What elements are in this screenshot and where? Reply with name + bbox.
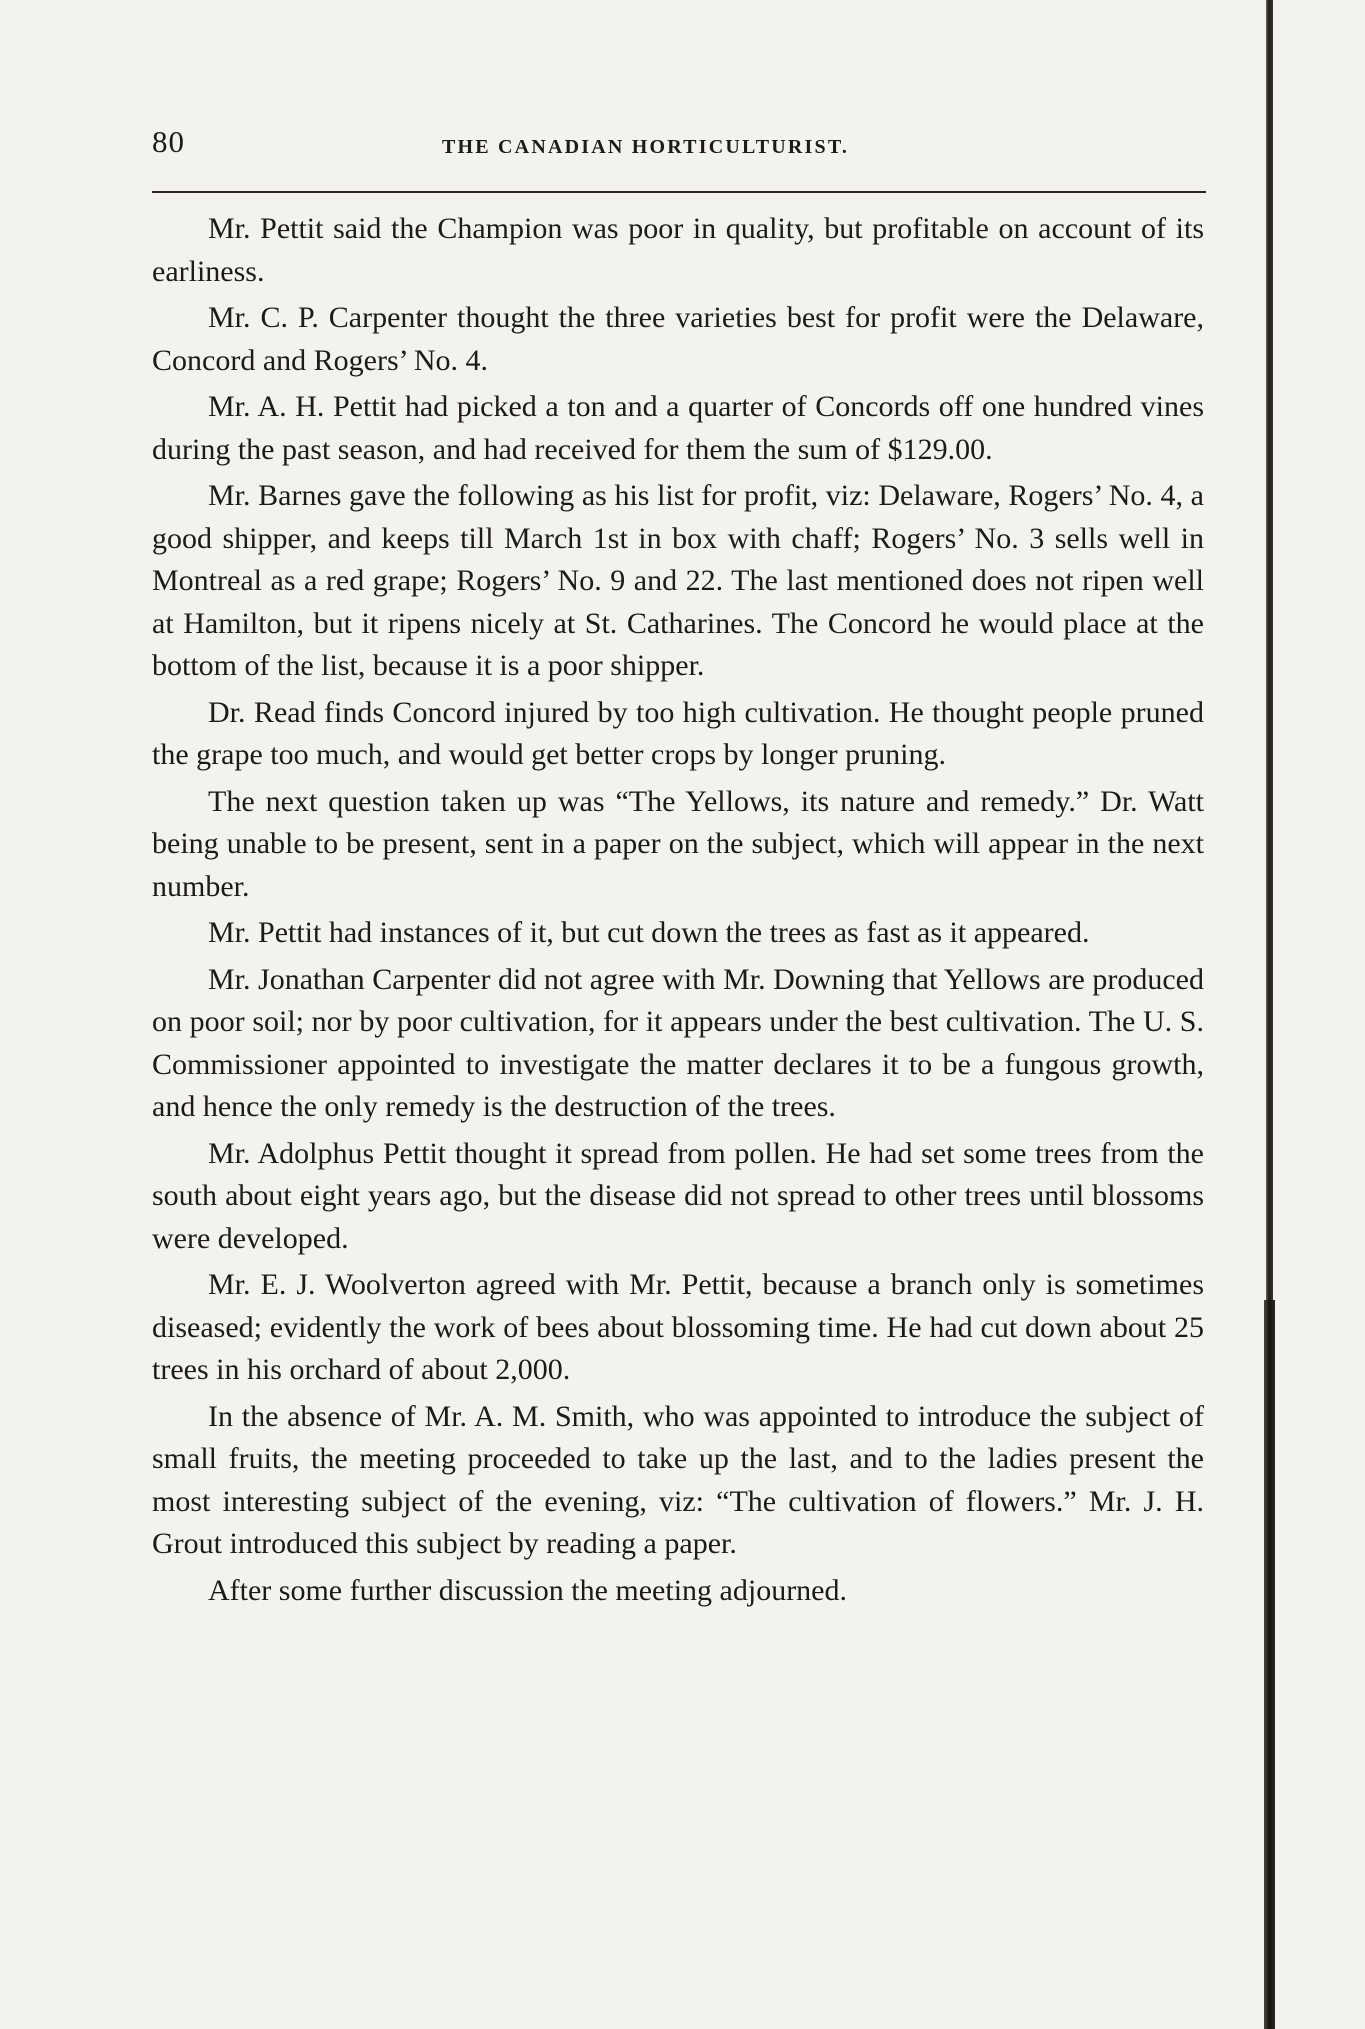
paragraph: After some further discussion the meeting adjourned. bbox=[208, 1573, 847, 1607]
header-rule bbox=[152, 191, 1206, 193]
article-body bbox=[152, 208, 1204, 1616]
paragraph: Mr. Jonathan Carpenter did not agree with Mr. Downing that Yellows are produced on poor soil; nor by poor cultivation, for it appears under the best cultivation. The U. S. Commissioner appointed to investigate the matter declares it to be a fungous growth, and hence the only remedy is the destruction of the trees. bbox=[152, 962, 1204, 1123]
paragraph: Mr. Adolphus Pettit thought it spread from pollen. He had set some trees from the south about eight years ago, but the disease did not spread to other trees until blossoms were developed. bbox=[152, 1136, 1204, 1255]
running-head: THE CANADIAN HORTICULTURIST. bbox=[442, 136, 850, 158]
paragraph: In the absence of Mr. A. M. Smith, who was appointed to introduce the subject of small fruits, the meeting proceeded to take up the last, and to the ladies present the most interesting subject of the evening, viz: “The cultivation of flowers.” Mr. J. H. Grout introduced this subject by reading a paper. bbox=[152, 1399, 1204, 1560]
paragraph: Mr. Pettit had instances of it, but cut down the trees as fast as it appeared. bbox=[208, 916, 1090, 949]
page-binding-shadow bbox=[1264, 1300, 1275, 2029]
page-number: 80 bbox=[152, 124, 185, 159]
page-header bbox=[152, 124, 1204, 164]
paragraph: Mr. C. P. Carpenter thought the three varieties best for profit were the Delaware, Concord and Rogers’ No. 4. bbox=[152, 301, 1204, 377]
paragraph: Mr. Barnes gave the following as his list for profit, viz: Delaware, Rogers’ No. 4, a good shipper, and keeps till March 1st in box with chaff; Rogers’ No. 3 sells well in Montreal as a red grape; Rogers’ No. 9 and 22. The last mentioned does not ripen well at Hamilton, but it ripens nicely at St. Catharines. The Concord he would place at the bottom of the list, because it is a poor shipper. bbox=[152, 479, 1204, 682]
paragraph: The next question taken up was “The Yellows, its nature and remedy.” Dr. Watt being unable to be present, sent in a paper on the subject, which will appear in the next number. bbox=[152, 784, 1204, 903]
paragraph: Mr. A. H. Pettit had picked a ton and a quarter of Concords off one hundred vines during the past season, and had received for them the sum of $129.00. bbox=[152, 390, 1204, 466]
paragraph: Mr. Pettit said the Champion was poor in quality, but profitable on account of its earliness. bbox=[152, 212, 1204, 288]
paragraph: Mr. E. J. Woolverton agreed with Mr. Pettit, because a branch only is sometimes diseased; evidently the work of bees about blossoming time. He had cut down about 25 trees in his orchard of about 2,000. bbox=[152, 1268, 1204, 1386]
paragraph: Dr. Read finds Concord injured by too high cultivation. He thought people pruned the grape too much, and would get better crops by longer pruning. bbox=[152, 695, 1204, 771]
